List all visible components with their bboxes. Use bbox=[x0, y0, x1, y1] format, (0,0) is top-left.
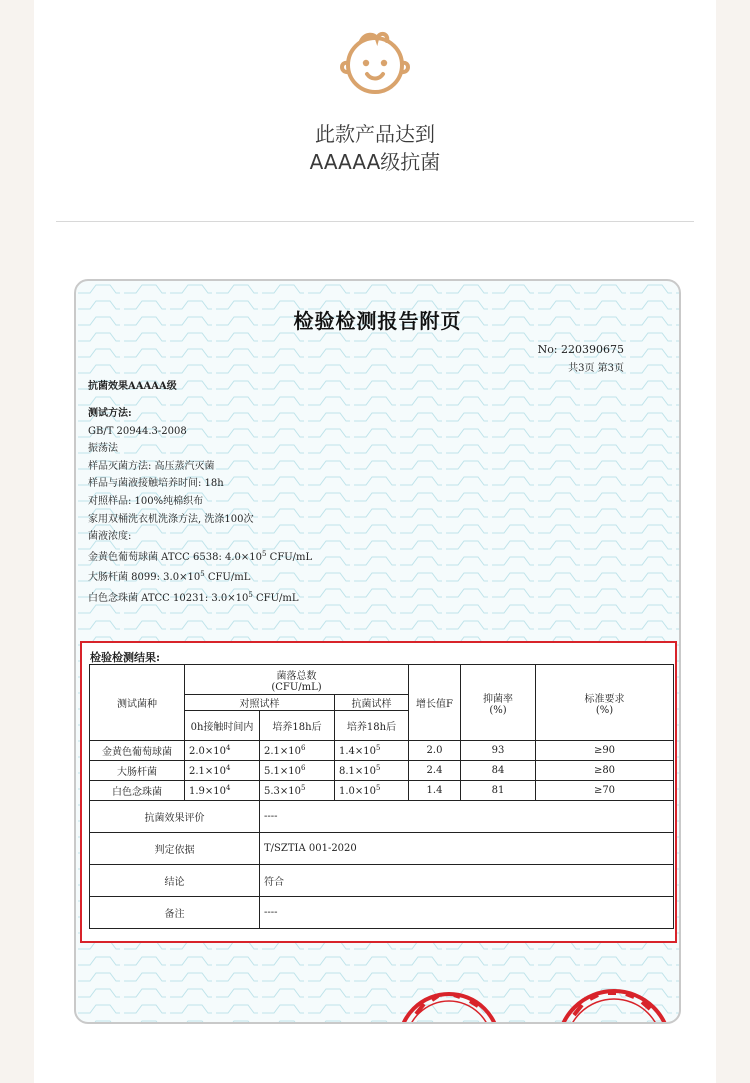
cell-rate: 84 bbox=[461, 761, 536, 781]
cell-label: 备注 bbox=[90, 897, 260, 929]
headline-line-1: 此款产品达到 bbox=[315, 122, 435, 146]
cell-rate: 81 bbox=[461, 781, 536, 801]
cell-value: ---- bbox=[260, 801, 674, 833]
cell-control-0h: $2.0\times 10^4$ bbox=[185, 741, 260, 761]
header-strain: 测试菌种 bbox=[90, 665, 185, 741]
header-antibac: 抗菌试样 bbox=[335, 695, 409, 711]
header-18h: 培养18h后 bbox=[335, 711, 409, 741]
header-standard: 标准要求 (%) bbox=[536, 665, 674, 741]
header-growth: 增长值F bbox=[409, 665, 461, 741]
method-line: 家用双桶洗衣机洗涤方法, 洗涤100次 bbox=[88, 513, 254, 525]
test-method-block bbox=[88, 405, 312, 608]
method-line: 样品灭菌方法: 高压蒸汽灭菌 bbox=[88, 460, 215, 472]
cell-control-0h: $1.9\times 10^4$ bbox=[185, 781, 260, 801]
seal-left bbox=[394, 984, 504, 1024]
baby-face-icon bbox=[331, 27, 419, 97]
divider bbox=[56, 221, 694, 222]
cell-control-18h: $5.1\times 10^6$ bbox=[260, 761, 335, 781]
cell-control-18h: $2.1\times 10^6$ bbox=[260, 741, 335, 761]
table-row bbox=[90, 801, 674, 833]
header-control: 对照试样 bbox=[185, 695, 335, 711]
concentration-line: 白色念珠菌 ATCC 10231: $3.0\times 10^5$ CFU/mL bbox=[88, 590, 299, 604]
cell-growth: 1.4 bbox=[409, 781, 461, 801]
cell-standard: ≥70 bbox=[536, 781, 674, 801]
method-line: 样品与菌液接触培养时间: 18h bbox=[88, 478, 224, 490]
table-row bbox=[90, 761, 674, 781]
results-table bbox=[89, 664, 674, 929]
headline-line-2: AAAAA级抗菌 bbox=[309, 150, 441, 174]
method-line: 菌液浓度: bbox=[88, 531, 132, 543]
page-indicator: 共3页 第3页 bbox=[568, 363, 624, 374]
cell-antibac-18h: $1.0\times 10^5$ bbox=[335, 781, 409, 801]
method-line: 振荡法 bbox=[88, 443, 118, 455]
cell-control-18h: $5.3\times 10^5$ bbox=[260, 781, 335, 801]
table-row bbox=[90, 741, 674, 761]
header-rate: 抑菌率 (%) bbox=[461, 665, 536, 741]
table-row bbox=[90, 781, 674, 801]
header-colony: 菌落总数 (CFU/mL) bbox=[185, 665, 409, 695]
cell-standard: ≥80 bbox=[536, 761, 674, 781]
grade-label: 抗菌效果AAAAA级 bbox=[88, 381, 177, 392]
cell-antibac-18h: $1.4\times 10^5$ bbox=[335, 741, 409, 761]
cell-growth: 2.4 bbox=[409, 761, 461, 781]
cell-antibac-18h: $8.1\times 10^5$ bbox=[335, 761, 409, 781]
cell-control-0h: $2.1\times 10^4$ bbox=[185, 761, 260, 781]
cell-strain: 白色念珠菌 bbox=[90, 781, 185, 801]
table-row bbox=[90, 833, 674, 865]
cell-value: 符合 bbox=[260, 865, 674, 897]
cell-label: 结论 bbox=[90, 865, 260, 897]
concentration-line: 金黄色葡萄球菌 ATCC 6538: $4.0\times 10^5$ CFU/mL bbox=[88, 549, 313, 563]
cell-value: T/SZTIA 001-2020 bbox=[260, 833, 674, 865]
concentration-line: 大肠杆菌 8099: $3.0\times 10^5$ CFU/mL bbox=[88, 570, 251, 584]
results-heading: 检验检测结果: bbox=[90, 651, 161, 664]
cell-label: 抗菌效果评价 bbox=[90, 801, 260, 833]
cell-label: 判定依据 bbox=[90, 833, 260, 865]
cell-strain: 金黄色葡萄球菌 bbox=[90, 741, 185, 761]
header-0h: 0h接触时间内 bbox=[185, 711, 260, 741]
method-line: GB/T 20944.3-2008 bbox=[88, 425, 187, 437]
report-number: No: 220390675 bbox=[537, 343, 624, 356]
header-18h: 培养18h后 bbox=[260, 711, 335, 741]
seal-right bbox=[554, 979, 674, 1024]
results-highlight-box bbox=[80, 641, 677, 943]
table-row bbox=[90, 865, 674, 897]
cell-value: ---- bbox=[260, 897, 674, 929]
table-row bbox=[90, 897, 674, 929]
report-title: 检验检测报告附页 bbox=[293, 309, 462, 333]
cell-standard: ≥90 bbox=[536, 741, 674, 761]
cell-strain: 大肠杆菌 bbox=[90, 761, 185, 781]
method-heading: 测试方法: bbox=[88, 408, 132, 419]
method-line: 对照样品: 100%纯棉织布 bbox=[88, 495, 204, 507]
cell-growth: 2.0 bbox=[409, 741, 461, 761]
cell-rate: 93 bbox=[461, 741, 536, 761]
test-report-page bbox=[74, 279, 681, 1024]
